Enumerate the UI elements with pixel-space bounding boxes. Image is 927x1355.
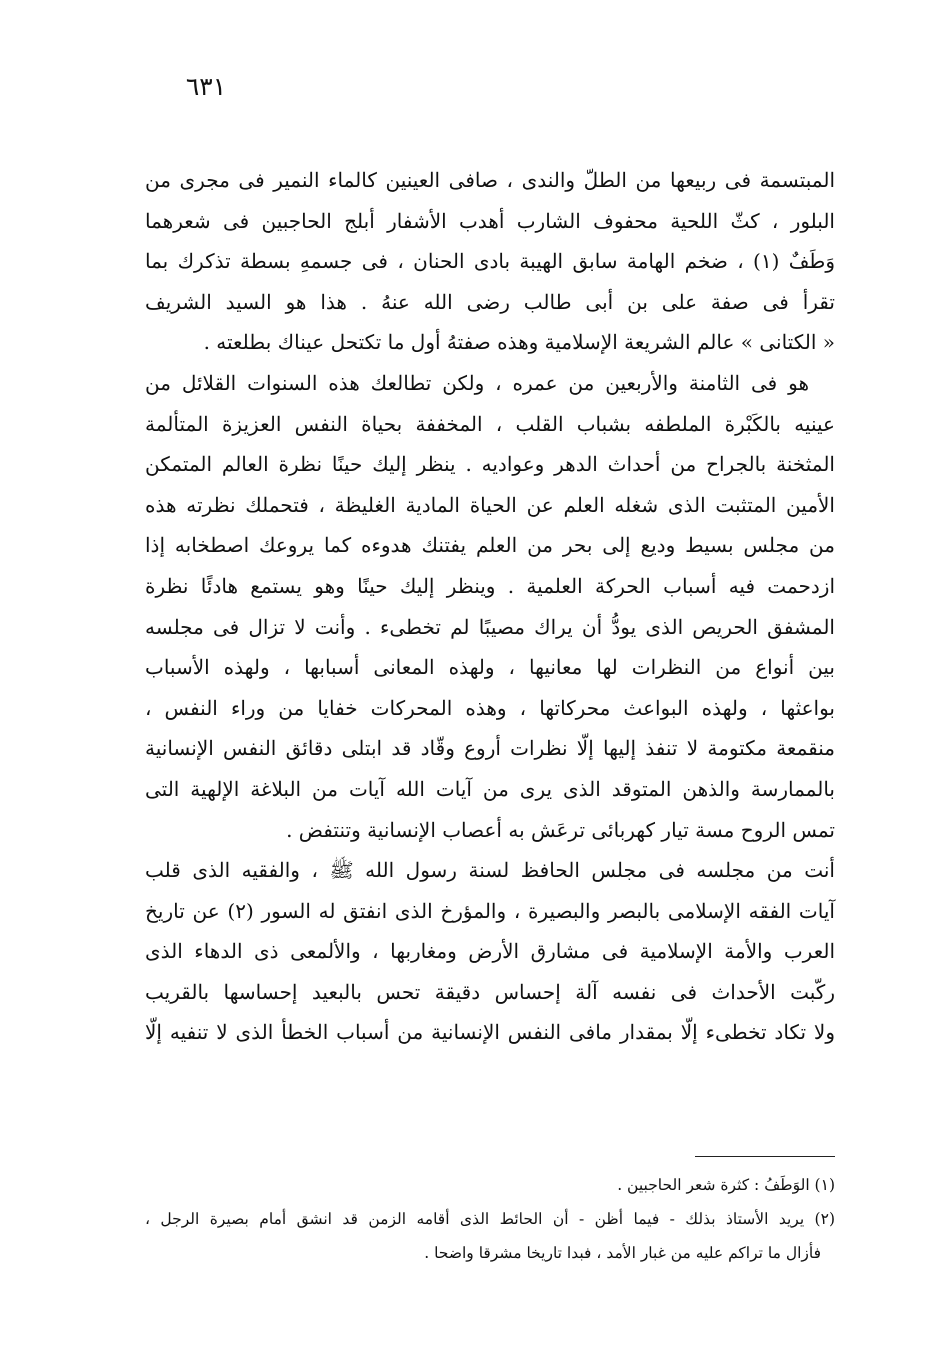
page-number: ٦٣١ [185, 72, 227, 101]
text-line: المشفق الحريص الذى يودُّ أن يراك مصيبًا لم تخطىء . وأنت لا تزال فى مجلسه [145, 614, 835, 639]
footnote-2: (٢) يريد الأستاذ بذلك - فيما أظن - أن الحائط الذى أقامه الزمن قد انشق أمام بصيرة الرجل ، [145, 1210, 835, 1228]
text-line: العرب والأمة الإسلامية فى مشارق الأرض ومغاربها ، والألمعى ذى الدهاء الذى [145, 939, 835, 964]
text-line: ركّبت الأحداث فى نفسه آلة إحساس دقيقة تحس بالبعيد إحساسها بالقريب [145, 979, 835, 1004]
footnote-divider [695, 1156, 835, 1157]
text-line: من مجلس بسيط وديع إلى بحر من العلم يفتنك هدوءه كما يروعك اصطخابه إذا [145, 533, 835, 558]
text-line: آيات الفقه الإسلامى بالبصر والبصيرة ، والمؤرخ الذى انفتق له السور (٢) عن تاريخ [145, 898, 835, 923]
text-line: هو فى الثامنة والأربعين من عمره ، ولكن تطالعك هذه السنوات القلائل من [145, 370, 809, 395]
footnote-1: (١) الوَطَفُ : كثرة شعر الحاجبين . [617, 1176, 835, 1194]
text-line: عينيه بالكَبْرة الملطفه بشباب القلب ، المخففة بحياة النفس العزيزة المتألمة [145, 411, 835, 436]
text-line: تقرأ فى صفة على بن أبى طالب رضى الله عنهُ . هذا هو السيد الشريف [145, 289, 835, 314]
text-line: أنت من مجلسه فى مجلس الحافظ لسنة رسول الله ﷺ ، والفقيه الذى قلب [145, 858, 835, 883]
footnote-2-continuation: فأزال ما تراكم عليه من غبار الأمد ، فبدا تاريخا مشرقا واضحا . [424, 1244, 821, 1262]
text-line: تمس الروح مسة تيار كهربائى ترعَش به أعصاب الإنسانية وتنتفض . [286, 817, 835, 842]
text-line: بواعثها ، ولهذه البواعث محركاتها ، وهذه المحركات خفايا من وراء النفس ، [145, 695, 835, 720]
text-line: المبتسمة فى ربيعها من الطلّ والندى ، صافى العينين كالماء النمير فى مجرى من [145, 168, 835, 192]
text-line: بين أنواع من النظرات لها معانيها ، ولهذه المعانى أسبابها ، ولهذه الأسباب [145, 655, 835, 680]
text-line: المثخنة بالجراح من أحداث الدهر وعواديه . ينظر إليك حينًا نظرة العالم المتمكن [145, 452, 835, 477]
text-line: ولا تكاد تخطىء إلّا بمقدار مافى النفس الإنسانية من أسباب الخطأ الذى لا تنفيه إلّا [145, 1020, 835, 1045]
main-text [145, 160, 835, 1053]
text-line: « الكتانى » عالم الشريعة الإسلامية وهذه صفتهُ أول ما تكتحل عيناك بطلعته . [203, 330, 835, 355]
text-line: ازدحمت فيه أسباب الحركة العلمية . وينظر إليك حينًا وهو يستمع هادئًا نظرة [145, 573, 835, 598]
text-line: البلور ، كثّ اللحية محفوف الشارب أهدب الأشفار أبلج الحاجبين فى شعرهما [145, 208, 835, 233]
text-line: بالممارسة والذهن المتوقد الذى يرى من آيات الله آيات من البلاغة الإلهية التى [145, 776, 835, 801]
text-line: وَطَفٌ (١) ، ضخم الهامة سابق الهيبة بادى الحنان ، فى جسمهِ بسطة تذكرك بما [145, 249, 835, 274]
footnotes [145, 1168, 835, 1270]
text-line: الأمين المتثبت الذى شغله العلم عن الحياة المادية الغليظة ، فتحملك نظرته هذه [145, 492, 835, 517]
text-line: منقمعة مكتومة لا تنفذ إليها إلّا نظرات أروع وقّاد قد ابتلى دقائق النفس الإنسانية [145, 736, 835, 761]
